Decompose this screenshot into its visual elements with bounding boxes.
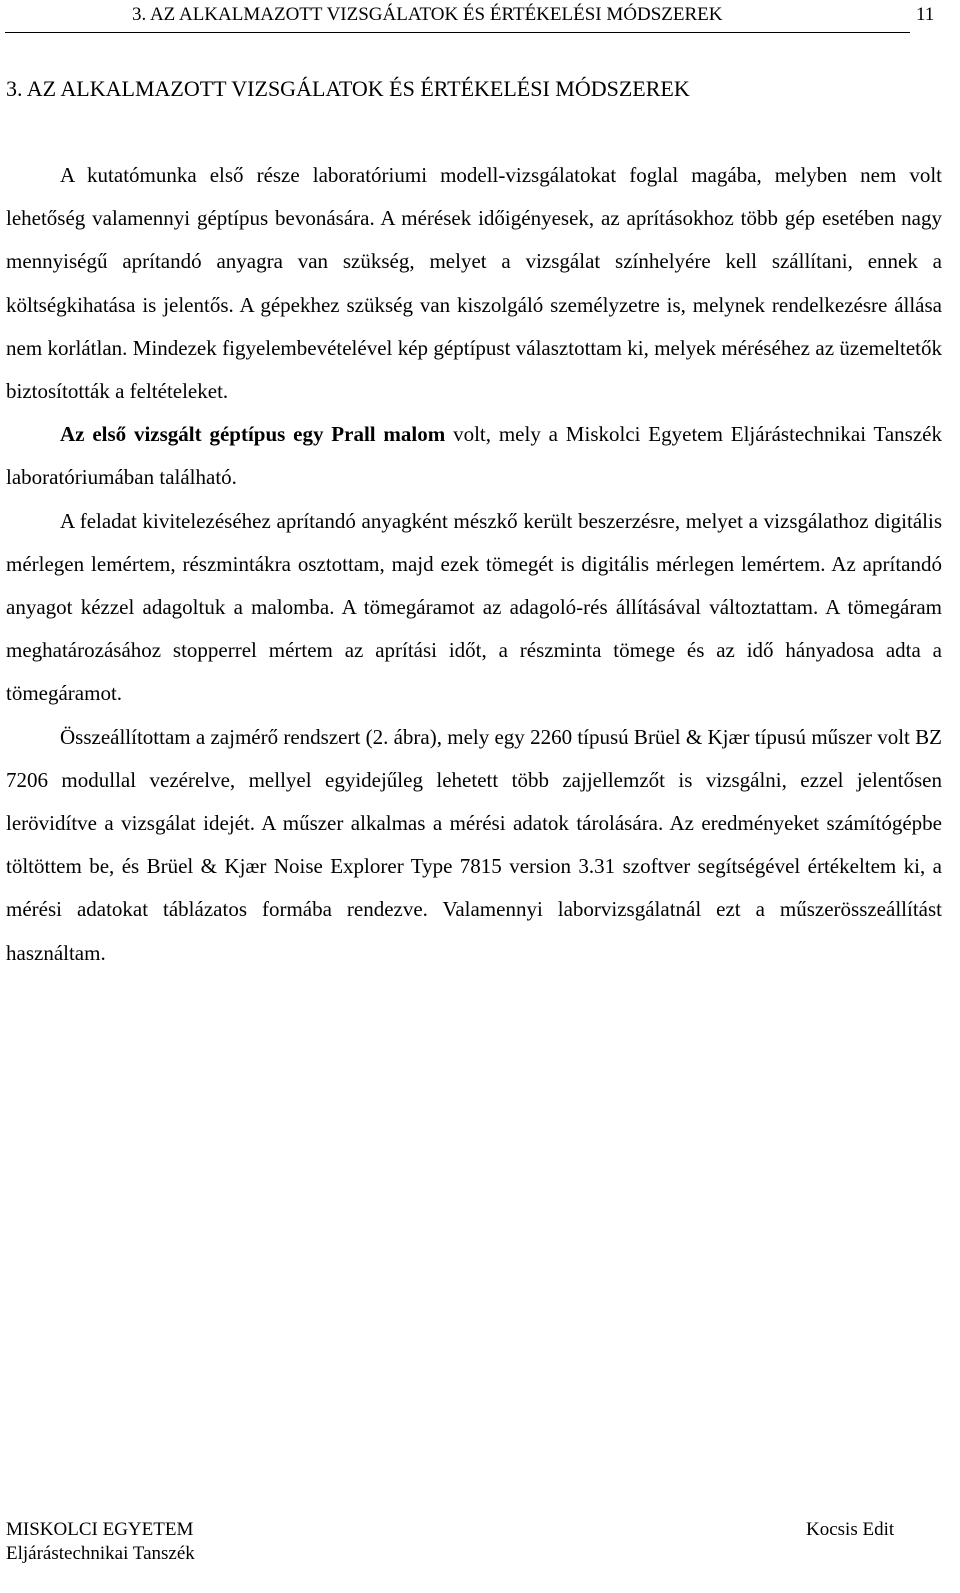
- paragraph-first-machine-bold: Az első vizsgált géptípus egy Prall malom: [60, 422, 446, 447]
- body-text: [6, 154, 942, 975]
- footer-author: Kocsis Edit: [806, 1519, 895, 1540]
- page-header: [0, 0, 960, 36]
- chapter-heading: 3. AZ ALKALMAZOTT VIZSGÁLATOK ÉS ÉRTÉKELÉSI MÓDSZEREK: [6, 76, 690, 101]
- footer-institution: [6, 1518, 195, 1566]
- paragraph-instrument: Összeállítottam a zajmérő rendszert (2. ábra), mely egy 2260 típusú Brüel & Kjær típusú műszer volt BZ 7206 modullal vezérelve, mellyel egyidejűleg lehetett több zajjellemzőt is vizsgálni, ezzel jelentősen lerövidítve a vizsgálat idejét. A műszer alkalmas a mérési adatok tárolására. Az eredményeket számítógépbe töltöttem be, és Brüel & Kjær Noise Explorer Type 7815 version 3.31 szoftver segítségével értékeltem ki, a mérési adatokat táblázatos formába rendezve. Valamennyi laborvizsgálatnál ezt a műszerösszeállítást használtam.: [6, 724, 942, 965]
- paragraph-first-machine-rest: volt, mely a Miskolci Egyetem Eljárástechnikai Tanszék laboratóriumában található.: [6, 422, 942, 490]
- header-divider: [5, 32, 910, 33]
- page-number: 11: [916, 4, 935, 25]
- paragraph-first-machine: [6, 413, 942, 499]
- footer-institution-name: MISKOLCI EGYETEM: [6, 1519, 194, 1540]
- paragraph-intro: A kutatómunka első része laboratóriumi modell-vizsgálatokat foglal magába, melyben nem volt lehetőség valamennyi géptípus bevonására. A mérések időigényesek, az aprításokhoz több gép esetében nagy mennyiségű aprítandó anyagra van szükség, melyet a vizsgálat színhelyére kell szállítani, ennek a költségkihatása is jelentős. A gépekhez szükség van kiszolgáló személyzetre is, melynek rendelkezésre állása nem korlátlan. Mindezek figyelembevételével kép géptípust választottam ki, melyek méréséhez az üzemeltetők biztosították a feltételeket.: [6, 163, 942, 404]
- paragraph-material: A feladat kivitelezéséhez aprítandó anyagként mészkő került beszerzésre, melyet a vizsgálathoz digitális mérlegen lemértem, részmintákra osztottam, majd ezek tömegét is digitális mérlegen lemértem. Az aprítandó anyagot kézzel adagoltuk a malomba. A tömegáramot az adagoló-rés állításával változtattam. A tömegáram meghatározásához stopperrel mértem az aprítási időt, a részminta tömege és az idő hányadosa adta a tömegáramot.: [6, 508, 942, 706]
- footer-department-name: Eljárástechnikai Tanszék: [6, 1543, 195, 1564]
- running-header-title: 3. AZ ALKALMAZOTT VIZSGÁLATOK ÉS ÉRTÉKELÉSI MÓDSZEREK: [132, 4, 723, 25]
